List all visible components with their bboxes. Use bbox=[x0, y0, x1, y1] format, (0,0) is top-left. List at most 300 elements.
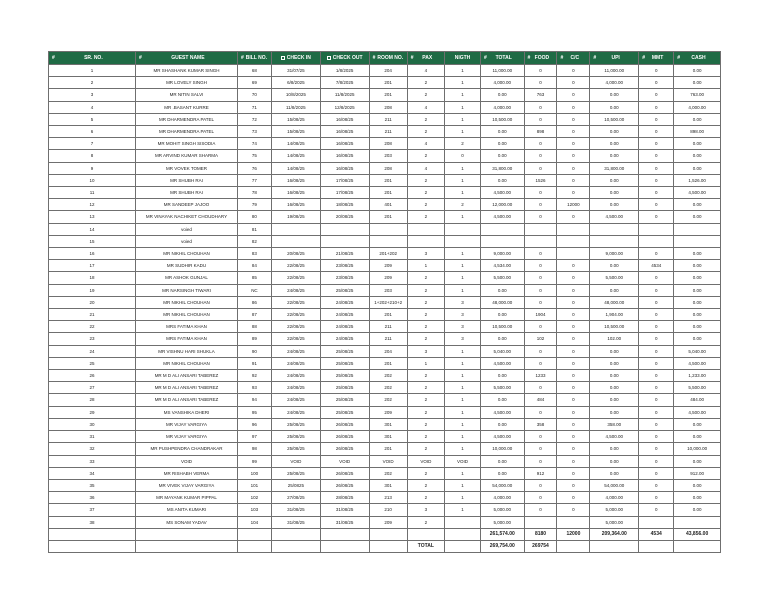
cell-cc[interactable]: 0 bbox=[557, 89, 590, 101]
cell-night[interactable] bbox=[444, 528, 480, 540]
cell-cc[interactable]: 0 bbox=[557, 406, 590, 418]
cell-checkin[interactable]: 24/08/25 bbox=[271, 357, 320, 369]
cell-upi[interactable]: 358.00 bbox=[590, 418, 639, 430]
cell-total[interactable]: 0.00 bbox=[481, 467, 525, 479]
cell-cash[interactable]: 5,500.00 bbox=[674, 382, 721, 394]
cell-upi[interactable]: 0.00 bbox=[590, 443, 639, 455]
cell-checkin[interactable]: 22/08/25 bbox=[271, 333, 320, 345]
cell-room[interactable]: 211 bbox=[369, 333, 407, 345]
cell-mmt[interactable] bbox=[639, 540, 674, 552]
cell-night[interactable]: 1 bbox=[444, 492, 480, 504]
cell-night[interactable]: 3 bbox=[444, 333, 480, 345]
cell-pax[interactable]: 4 bbox=[407, 138, 444, 150]
col-header-food[interactable] bbox=[524, 52, 557, 65]
cell-food[interactable]: 0 bbox=[524, 443, 557, 455]
cell-bill[interactable]: 73 bbox=[237, 126, 271, 138]
cell-food[interactable]: 898 bbox=[524, 126, 557, 138]
cell-upi[interactable]: 0.00 bbox=[590, 101, 639, 113]
cell-checkout[interactable]: 25/08/25 bbox=[320, 357, 369, 369]
cell-checkin[interactable]: 25/08/25 bbox=[271, 418, 320, 430]
cell-room[interactable]: 201 bbox=[369, 357, 407, 369]
cell-cash[interactable]: 912.00 bbox=[674, 467, 721, 479]
cell-total[interactable]: 0.00 bbox=[481, 174, 525, 186]
cell-food[interactable]: 1233 bbox=[524, 370, 557, 382]
cell-upi[interactable]: 209,364.00 bbox=[590, 528, 639, 540]
cell-food[interactable]: 0 bbox=[524, 357, 557, 369]
cell-cc[interactable]: 0 bbox=[557, 321, 590, 333]
cell-mmt[interactable]: 0 bbox=[639, 382, 674, 394]
cell-room[interactable]: 201 bbox=[369, 77, 407, 89]
cell-cc[interactable]: 0 bbox=[557, 113, 590, 125]
cell-food[interactable]: 0 bbox=[524, 113, 557, 125]
cell-room[interactable]: 202 bbox=[369, 382, 407, 394]
cell-night[interactable] bbox=[444, 223, 480, 235]
cell-bill[interactable]: 84 bbox=[237, 260, 271, 272]
cell-checkout[interactable] bbox=[320, 540, 369, 552]
cell-checkin[interactable]: 16/08/25 bbox=[271, 174, 320, 186]
cell-mmt[interactable]: 0 bbox=[639, 479, 674, 491]
cell-cc[interactable]: 0 bbox=[557, 492, 590, 504]
cell-room[interactable]: 208 bbox=[369, 101, 407, 113]
cell-upi[interactable]: 0.00 bbox=[590, 455, 639, 467]
cell-guest[interactable]: MR RISHABH VERMA bbox=[136, 467, 238, 479]
cell-bill[interactable]: 91 bbox=[237, 357, 271, 369]
cell-guest[interactable]: MR MOHIT SINGH SISODIA bbox=[136, 138, 238, 150]
cell-guest[interactable]: MRS FATIMA KHAN bbox=[136, 333, 238, 345]
cell-total[interactable]: 261,574.00 bbox=[481, 528, 525, 540]
cell-food[interactable]: 0 bbox=[524, 431, 557, 443]
cell-food[interactable]: 0 bbox=[524, 260, 557, 272]
cell-pax[interactable]: 2 bbox=[407, 199, 444, 211]
cell-pax[interactable]: 2 bbox=[407, 211, 444, 223]
cell-cash[interactable]: 484.00 bbox=[674, 394, 721, 406]
cell-upi[interactable] bbox=[590, 235, 639, 247]
cell-room[interactable]: 209 bbox=[369, 272, 407, 284]
cell-room[interactable]: 202 bbox=[369, 467, 407, 479]
cell-checkin[interactable]: 31/08/25 bbox=[271, 516, 320, 528]
cell-checkin[interactable]: 14/08/25 bbox=[271, 138, 320, 150]
cell-guest[interactable]: MR SUDHIR KADU bbox=[136, 260, 238, 272]
cell-checkout[interactable]: 23/08/25 bbox=[320, 272, 369, 284]
cell-checkin[interactable]: 24/08/25 bbox=[271, 284, 320, 296]
cell-night[interactable]: 1 bbox=[444, 113, 480, 125]
cell-food[interactable]: 0 bbox=[524, 492, 557, 504]
cell-night[interactable]: VOID bbox=[444, 455, 480, 467]
cell-sr[interactable]: 26 bbox=[49, 370, 136, 382]
cell-room[interactable] bbox=[369, 223, 407, 235]
cell-mmt[interactable] bbox=[639, 223, 674, 235]
cell-guest[interactable]: voied bbox=[136, 235, 238, 247]
cell-pax[interactable]: 2 bbox=[407, 492, 444, 504]
cell-food[interactable]: 0 bbox=[524, 406, 557, 418]
cell-total[interactable]: 0.00 bbox=[481, 138, 525, 150]
cell-night[interactable]: 1 bbox=[444, 394, 480, 406]
cell-guest[interactable]: MR M D ALI ANSARI TABEREZ bbox=[136, 394, 238, 406]
cell-sr[interactable]: 33 bbox=[49, 455, 136, 467]
cell-total[interactable]: 11,000.00 bbox=[481, 65, 525, 77]
cell-bill[interactable]: 92 bbox=[237, 370, 271, 382]
cell-cc[interactable]: 0 bbox=[557, 211, 590, 223]
cell-mmt[interactable]: 0 bbox=[639, 418, 674, 430]
cell-night[interactable]: 3 bbox=[444, 309, 480, 321]
cell-checkin[interactable]: 16/08/25 bbox=[271, 199, 320, 211]
cell-sr[interactable]: 16 bbox=[49, 248, 136, 260]
cell-checkin[interactable]: 25/0825 bbox=[271, 479, 320, 491]
cell-pax[interactable]: 2 bbox=[407, 394, 444, 406]
cell-cc[interactable]: 0 bbox=[557, 333, 590, 345]
cell-food[interactable]: 763 bbox=[524, 89, 557, 101]
cell-bill[interactable]: 101 bbox=[237, 479, 271, 491]
cell-total[interactable]: 9,000.00 bbox=[481, 248, 525, 260]
cell-checkin[interactable]: 24/08/25 bbox=[271, 382, 320, 394]
cell-checkout[interactable]: 16/08/25 bbox=[320, 162, 369, 174]
cell-upi[interactable] bbox=[590, 223, 639, 235]
col-header-bill[interactable] bbox=[237, 52, 271, 65]
cell-food[interactable]: 0 bbox=[524, 150, 557, 162]
cell-total[interactable]: 4,000.00 bbox=[481, 101, 525, 113]
cell-food[interactable]: 0 bbox=[524, 77, 557, 89]
cell-sr[interactable]: 14 bbox=[49, 223, 136, 235]
cell-mmt[interactable]: 0 bbox=[639, 431, 674, 443]
cell-sr[interactable]: 4 bbox=[49, 101, 136, 113]
cell-mmt[interactable]: 0 bbox=[639, 199, 674, 211]
cell-upi[interactable]: 4,000.00 bbox=[590, 492, 639, 504]
cell-checkout[interactable]: 21/08/25 bbox=[320, 248, 369, 260]
cell-guest[interactable]: MR MAYANK KUMAR PIPPAL bbox=[136, 492, 238, 504]
cell-mmt[interactable]: 0 bbox=[639, 211, 674, 223]
col-header-upi[interactable] bbox=[590, 52, 639, 65]
cell-total[interactable]: 10,500.00 bbox=[481, 321, 525, 333]
cell-sr[interactable]: 3 bbox=[49, 89, 136, 101]
cell-room[interactable]: 201 bbox=[369, 309, 407, 321]
cell-cash[interactable] bbox=[674, 540, 721, 552]
cell-room[interactable]: 209 bbox=[369, 260, 407, 272]
cell-pax[interactable]: 2 bbox=[407, 309, 444, 321]
cell-cc[interactable]: 0 bbox=[557, 187, 590, 199]
cell-cash[interactable]: 0.00 bbox=[674, 418, 721, 430]
cell-total[interactable]: 31,800.00 bbox=[481, 162, 525, 174]
cell-guest[interactable]: MR SANDEEP JAJOO bbox=[136, 199, 238, 211]
cell-checkin[interactable] bbox=[271, 528, 320, 540]
cell-mmt[interactable]: 4534 bbox=[639, 528, 674, 540]
cell-pax[interactable]: 2 bbox=[407, 89, 444, 101]
cell-sr[interactable]: 13 bbox=[49, 211, 136, 223]
cell-room[interactable]: 202 bbox=[369, 370, 407, 382]
cell-cash[interactable]: 4,500.00 bbox=[674, 406, 721, 418]
cell-mmt[interactable]: 0 bbox=[639, 467, 674, 479]
cell-night[interactable] bbox=[444, 540, 480, 552]
cell-bill[interactable]: 82 bbox=[237, 235, 271, 247]
cell-sr[interactable]: 10 bbox=[49, 174, 136, 186]
cell-upi[interactable]: 31,800.00 bbox=[590, 162, 639, 174]
cell-bill[interactable]: 77 bbox=[237, 174, 271, 186]
cell-room[interactable]: 211 bbox=[369, 126, 407, 138]
cell-food[interactable]: 0 bbox=[524, 65, 557, 77]
cell-pax[interactable]: 4 bbox=[407, 162, 444, 174]
cell-guest[interactable]: VOID bbox=[136, 455, 238, 467]
cell-checkin[interactable]: VOID bbox=[271, 455, 320, 467]
cell-guest[interactable]: MR .BASANT KURRE bbox=[136, 101, 238, 113]
cell-sr[interactable]: 31 bbox=[49, 431, 136, 443]
cell-total[interactable]: 48,000.00 bbox=[481, 296, 525, 308]
cell-room[interactable]: 201 bbox=[369, 211, 407, 223]
cell-checkin[interactable]: 15/08/25 bbox=[271, 113, 320, 125]
cell-room[interactable]: 1+202+210+2 bbox=[369, 296, 407, 308]
cell-total[interactable]: 54,000.00 bbox=[481, 479, 525, 491]
cell-mmt[interactable]: 0 bbox=[639, 455, 674, 467]
cell-total[interactable]: 10,000.00 bbox=[481, 443, 525, 455]
cell-mmt[interactable]: 0 bbox=[639, 443, 674, 455]
cell-food[interactable]: 0 bbox=[524, 199, 557, 211]
cell-room[interactable]: 213 bbox=[369, 492, 407, 504]
cell-mmt[interactable]: 0 bbox=[639, 101, 674, 113]
cell-bill[interactable]: 69 bbox=[237, 77, 271, 89]
cell-room[interactable]: 201 bbox=[369, 89, 407, 101]
cell-mmt[interactable]: 0 bbox=[639, 321, 674, 333]
cell-sr[interactable]: 18 bbox=[49, 272, 136, 284]
cell-checkin[interactable] bbox=[271, 223, 320, 235]
cell-total[interactable]: 4,500.00 bbox=[481, 211, 525, 223]
cell-bill[interactable]: NC bbox=[237, 284, 271, 296]
cell-sr[interactable] bbox=[49, 528, 136, 540]
cell-checkout[interactable]: 25/08/25 bbox=[320, 382, 369, 394]
cell-sr[interactable]: 34 bbox=[49, 467, 136, 479]
cell-pax[interactable]: 2 bbox=[407, 406, 444, 418]
cell-room[interactable] bbox=[369, 540, 407, 552]
cell-food[interactable]: 484 bbox=[524, 394, 557, 406]
cell-pax[interactable]: 3 bbox=[407, 504, 444, 516]
cell-upi[interactable]: 0.00 bbox=[590, 382, 639, 394]
cell-checkin[interactable]: 22/08/25 bbox=[271, 321, 320, 333]
cell-pax[interactable]: 2 bbox=[407, 296, 444, 308]
cell-food[interactable]: 0 bbox=[524, 504, 557, 516]
cell-night[interactable] bbox=[444, 516, 480, 528]
cell-cash[interactable]: 0.00 bbox=[674, 333, 721, 345]
cell-upi[interactable]: 48,000.00 bbox=[590, 296, 639, 308]
cell-checkout[interactable]: 24/08/25 bbox=[320, 309, 369, 321]
col-header-pax[interactable] bbox=[407, 52, 444, 65]
col-header-sr[interactable] bbox=[49, 52, 136, 65]
cell-cc[interactable]: 0 bbox=[557, 77, 590, 89]
cell-food[interactable] bbox=[524, 223, 557, 235]
cell-guest[interactable]: MR VIJAY VARGIYA bbox=[136, 431, 238, 443]
cell-food[interactable]: 0 bbox=[524, 321, 557, 333]
cell-bill[interactable] bbox=[237, 540, 271, 552]
cell-guest[interactable]: MR VINAYAK NACHIKET CHOUDHARY bbox=[136, 211, 238, 223]
cell-upi[interactable]: 0.00 bbox=[590, 357, 639, 369]
cell-total[interactable] bbox=[481, 223, 525, 235]
cell-cash[interactable]: 43,856.00 bbox=[674, 528, 721, 540]
cell-upi[interactable]: 10,500.00 bbox=[590, 113, 639, 125]
cell-upi[interactable]: 4,500.00 bbox=[590, 431, 639, 443]
cell-cc[interactable]: 0 bbox=[557, 357, 590, 369]
cell-room[interactable]: 209 bbox=[369, 406, 407, 418]
cell-room[interactable]: 211 bbox=[369, 113, 407, 125]
col-header-total[interactable] bbox=[481, 52, 525, 65]
cell-upi[interactable]: 0.00 bbox=[590, 260, 639, 272]
cell-total[interactable]: 0.00 bbox=[481, 89, 525, 101]
cell-cash[interactable]: 4,000.00 bbox=[674, 101, 721, 113]
cell-checkin[interactable]: 22/08/25 bbox=[271, 309, 320, 321]
cell-guest[interactable] bbox=[136, 528, 238, 540]
cell-night[interactable]: 1 bbox=[444, 65, 480, 77]
cell-cc[interactable]: 0 bbox=[557, 370, 590, 382]
cell-upi[interactable]: 5,000.00 bbox=[590, 516, 639, 528]
cell-upi[interactable] bbox=[590, 540, 639, 552]
cell-mmt[interactable]: 0 bbox=[639, 138, 674, 150]
cell-pax[interactable]: 2 bbox=[407, 382, 444, 394]
cell-food[interactable]: 0 bbox=[524, 187, 557, 199]
cell-upi[interactable]: 0.00 bbox=[590, 406, 639, 418]
cell-mmt[interactable]: 0 bbox=[639, 150, 674, 162]
cell-cc[interactable]: 0 bbox=[557, 504, 590, 516]
cell-night[interactable]: 1 bbox=[444, 77, 480, 89]
cell-bill[interactable]: 79 bbox=[237, 199, 271, 211]
cell-cash[interactable] bbox=[674, 235, 721, 247]
cell-cc[interactable]: 0 bbox=[557, 138, 590, 150]
col-header-night[interactable] bbox=[444, 52, 480, 65]
cell-checkout[interactable]: 17/08/25 bbox=[320, 174, 369, 186]
cell-total[interactable] bbox=[481, 235, 525, 247]
cell-pax[interactable]: 3 bbox=[407, 248, 444, 260]
cell-food[interactable]: 0 bbox=[524, 162, 557, 174]
cell-pax[interactable]: 4 bbox=[407, 65, 444, 77]
cell-pax[interactable]: 2 bbox=[407, 418, 444, 430]
cell-bill[interactable]: 72 bbox=[237, 113, 271, 125]
cell-guest[interactable]: MR NIKHIL CHOUHAN bbox=[136, 248, 238, 260]
cell-sr[interactable]: 28 bbox=[49, 394, 136, 406]
cell-bill[interactable]: 99 bbox=[237, 455, 271, 467]
cell-guest[interactable]: MR NIKHIL CHOUHAN bbox=[136, 357, 238, 369]
cell-checkin[interactable]: 25/08/25 bbox=[271, 431, 320, 443]
cell-pax[interactable]: 1 bbox=[407, 260, 444, 272]
cell-total[interactable]: 4,000.00 bbox=[481, 77, 525, 89]
cell-upi[interactable]: 0.00 bbox=[590, 174, 639, 186]
cell-mmt[interactable] bbox=[639, 516, 674, 528]
cell-food[interactable]: 0 bbox=[524, 345, 557, 357]
cell-checkin[interactable]: 14/08/25 bbox=[271, 150, 320, 162]
cell-upi[interactable]: 4,000.00 bbox=[590, 77, 639, 89]
cell-total[interactable]: 0.00 bbox=[481, 418, 525, 430]
cell-mmt[interactable]: 0 bbox=[639, 126, 674, 138]
cell-cash[interactable]: 0.00 bbox=[674, 248, 721, 260]
cell-night[interactable]: 1 bbox=[444, 89, 480, 101]
cell-checkout[interactable]: 25/08/25 bbox=[320, 394, 369, 406]
cell-upi[interactable]: 0.00 bbox=[590, 138, 639, 150]
cell-cash[interactable]: 763.00 bbox=[674, 89, 721, 101]
cell-upi[interactable]: 0.00 bbox=[590, 394, 639, 406]
cell-night[interactable]: 1 bbox=[444, 443, 480, 455]
cell-upi[interactable]: 0.00 bbox=[590, 199, 639, 211]
cell-room[interactable]: VOID bbox=[369, 455, 407, 467]
cell-checkout[interactable]: 11/8/2025 bbox=[320, 89, 369, 101]
cell-cash[interactable]: 0.00 bbox=[674, 504, 721, 516]
cell-food[interactable]: 0 bbox=[524, 455, 557, 467]
cell-room[interactable] bbox=[369, 235, 407, 247]
cell-mmt[interactable]: 0 bbox=[639, 77, 674, 89]
cell-mmt[interactable]: 0 bbox=[639, 113, 674, 125]
cell-total[interactable]: 0.00 bbox=[481, 309, 525, 321]
col-header-mmt[interactable] bbox=[639, 52, 674, 65]
cell-night[interactable]: 1 bbox=[444, 418, 480, 430]
cell-night[interactable]: 1 bbox=[444, 370, 480, 382]
cell-room[interactable]: 208 bbox=[369, 138, 407, 150]
cell-guest[interactable]: MR SHUBH RAI bbox=[136, 187, 238, 199]
cell-mmt[interactable]: 0 bbox=[639, 65, 674, 77]
cell-checkout[interactable]: 16/08/25 bbox=[320, 126, 369, 138]
cell-checkout[interactable]: 25/08/25 bbox=[320, 370, 369, 382]
cell-pax[interactable]: 2 bbox=[407, 516, 444, 528]
cell-mmt[interactable] bbox=[639, 235, 674, 247]
cell-upi[interactable]: 4,500.00 bbox=[590, 211, 639, 223]
cell-food[interactable]: 0 bbox=[524, 138, 557, 150]
cell-pax[interactable]: 2 bbox=[407, 479, 444, 491]
cell-food[interactable]: 1526 bbox=[524, 174, 557, 186]
cell-pax[interactable]: 2 bbox=[407, 431, 444, 443]
cell-pax[interactable] bbox=[407, 528, 444, 540]
cell-pax[interactable]: 2 bbox=[407, 126, 444, 138]
cell-checkout[interactable]: 31/08/25 bbox=[320, 504, 369, 516]
cell-bill[interactable]: 93 bbox=[237, 382, 271, 394]
cell-sr[interactable]: 23 bbox=[49, 333, 136, 345]
cell-cc[interactable] bbox=[557, 516, 590, 528]
cell-room[interactable]: 203 bbox=[369, 284, 407, 296]
cell-food[interactable]: 0 bbox=[524, 211, 557, 223]
cell-night[interactable]: 1 bbox=[444, 101, 480, 113]
cell-upi[interactable]: 102.00 bbox=[590, 333, 639, 345]
cell-checkin[interactable]: 11/8/2025 bbox=[271, 101, 320, 113]
cell-pax[interactable]: 2 bbox=[407, 284, 444, 296]
cell-bill[interactable]: 81 bbox=[237, 223, 271, 235]
cell-cc[interactable]: 12000 bbox=[557, 199, 590, 211]
cell-checkin[interactable]: 22/08/25 bbox=[271, 260, 320, 272]
cell-food[interactable]: 269754 bbox=[524, 540, 557, 552]
cell-guest[interactable]: MR NIKHIL CHOUHAN bbox=[136, 309, 238, 321]
cell-guest[interactable]: MR NIKHIL CHOUHAN bbox=[136, 296, 238, 308]
cell-night[interactable]: 1 bbox=[444, 406, 480, 418]
cell-cash[interactable]: 0.00 bbox=[674, 321, 721, 333]
cell-guest[interactable]: MR NITIN SALVI bbox=[136, 89, 238, 101]
cell-pax[interactable]: TOTAL bbox=[407, 540, 444, 552]
cell-cc[interactable]: 0 bbox=[557, 65, 590, 77]
cell-bill[interactable]: 104 bbox=[237, 516, 271, 528]
cell-night[interactable]: 1 bbox=[444, 248, 480, 260]
cell-total[interactable]: 5,500.00 bbox=[481, 382, 525, 394]
cell-bill[interactable]: 68 bbox=[237, 65, 271, 77]
cell-cash[interactable]: 0.00 bbox=[674, 309, 721, 321]
cell-total[interactable]: 4,500.00 bbox=[481, 187, 525, 199]
cell-bill[interactable]: 86 bbox=[237, 296, 271, 308]
cell-checkin[interactable]: 14/08/25 bbox=[271, 162, 320, 174]
cell-night[interactable]: 1 bbox=[444, 504, 480, 516]
cell-room[interactable]: 301 bbox=[369, 418, 407, 430]
cell-upi[interactable]: 54,000.00 bbox=[590, 479, 639, 491]
cell-cc[interactable]: 0 bbox=[557, 394, 590, 406]
cell-room[interactable]: 201 bbox=[369, 443, 407, 455]
cell-night[interactable]: 1 bbox=[444, 174, 480, 186]
cell-cash[interactable]: 0.00 bbox=[674, 199, 721, 211]
cell-bill[interactable]: 78 bbox=[237, 187, 271, 199]
cell-checkin[interactable]: 22/08/25 bbox=[271, 272, 320, 284]
cell-room[interactable]: 301 bbox=[369, 479, 407, 491]
cell-guest[interactable]: MR VIVEK VIJAY VARGIYA bbox=[136, 479, 238, 491]
cell-guest[interactable]: MR ASHOK GUNJAL bbox=[136, 272, 238, 284]
cell-room[interactable]: 211 bbox=[369, 321, 407, 333]
cell-total[interactable]: 269,754.00 bbox=[481, 540, 525, 552]
cell-food[interactable]: 0 bbox=[524, 272, 557, 284]
cell-upi[interactable]: 5,000.00 bbox=[590, 504, 639, 516]
cell-bill[interactable]: 90 bbox=[237, 345, 271, 357]
